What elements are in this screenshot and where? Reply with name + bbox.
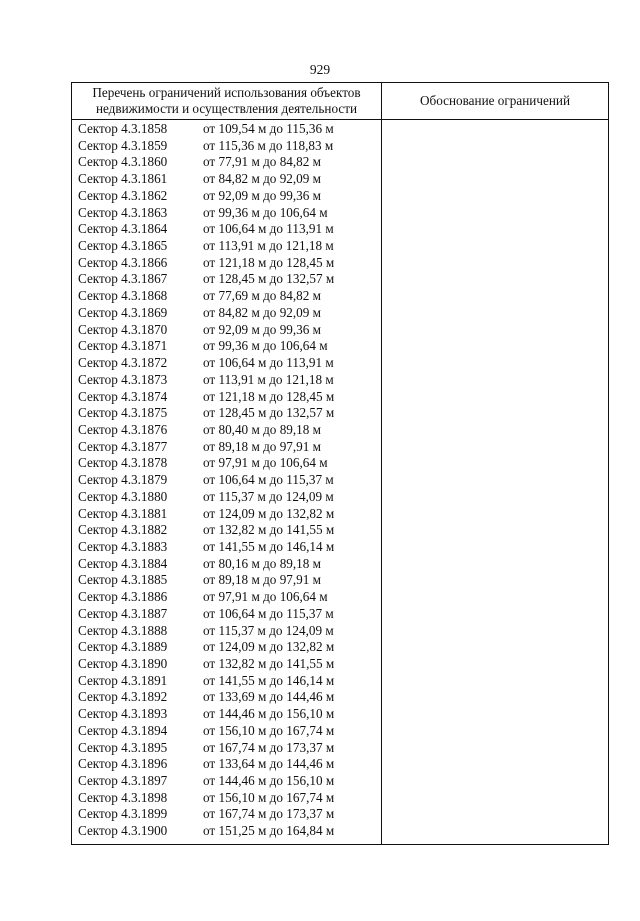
restrictions-table (71, 82, 609, 845)
distance-range: от 113,91 м до 121,18 м (203, 371, 334, 387)
table-row (72, 506, 381, 523)
sector-id: Сектор 4.3.1885 (78, 572, 168, 588)
table-row (72, 322, 381, 339)
distance-range: от 144,46 м до 156,10 м (203, 706, 335, 722)
sector-id: Сектор 4.3.1897 (78, 773, 168, 789)
header-col1-line1: Перечень ограничений использования объектов (92, 85, 361, 100)
distance-range: от 133,64 м до 144,46 м (203, 756, 335, 772)
sector-id: Сектор 4.3.1895 (78, 739, 168, 755)
distance-range: от 97,91 м до 106,64 м (203, 589, 328, 605)
table-row (72, 455, 381, 472)
table-row (72, 188, 381, 205)
sector-id: Сектор 4.3.1872 (78, 355, 168, 371)
table-row (72, 472, 381, 489)
table-row (72, 823, 381, 840)
distance-range: от 92,09 м до 99,36 м (203, 187, 322, 203)
sector-id: Сектор 4.3.1893 (78, 706, 168, 722)
sector-id: Сектор 4.3.1890 (78, 656, 168, 671)
table-row (72, 121, 381, 138)
sector-id: Сектор 4.3.1862 (78, 187, 168, 203)
table-row (72, 405, 381, 422)
table-row (72, 221, 381, 238)
table-row (72, 288, 381, 305)
distance-range: от 113,91 м до 121,18 м (203, 238, 334, 254)
distance-range: от 92,09 м до 99,36 м (203, 321, 322, 337)
sector-id: Сектор 4.3.1875 (78, 405, 168, 421)
sector-id: Сектор 4.3.1867 (78, 271, 168, 287)
sector-id: Сектор 4.3.1874 (78, 388, 168, 404)
sector-id: Сектор 4.3.1864 (78, 221, 168, 237)
distance-range: от 121,18 м до 128,45 м (203, 388, 335, 404)
distance-range: от 89,18 м до 97,91 м (203, 438, 322, 454)
distance-range: от 99,36 м до 106,64 м (203, 338, 328, 354)
sector-id: Сектор 4.3.1860 (78, 154, 168, 170)
distance-range: от 84,82 м до 92,09 м (203, 304, 322, 320)
table-row (72, 623, 381, 640)
table-row (72, 522, 381, 539)
sector-id: Сектор 4.3.1892 (78, 689, 168, 705)
sector-id: Сектор 4.3.1858 (78, 121, 168, 136)
sector-id: Сектор 4.3.1879 (78, 472, 168, 488)
distance-range: от 80,16 м до 89,18 м (203, 555, 322, 571)
distance-range: от 115,37 м до 124,09 м (203, 488, 334, 504)
distance-range: от 106,64 м до 115,37 м (203, 472, 334, 488)
table-row (72, 773, 381, 790)
justification-cell (382, 120, 609, 845)
distance-range: от 115,37 м до 124,09 м (203, 622, 334, 638)
distance-range: от 121,18 м до 128,45 м (203, 254, 335, 270)
distance-range: от 124,09 м до 132,82 м (203, 505, 335, 521)
distance-range: от 156,10 м до 167,74 м (203, 789, 335, 805)
sector-id: Сектор 4.3.1880 (78, 488, 168, 504)
distance-range: от 115,36 м до 118,83 м (203, 137, 334, 153)
sector-id: Сектор 4.3.1865 (78, 238, 168, 254)
distance-range: от 84,82 м до 92,09 м (203, 171, 322, 187)
distance-range: от 133,69 м до 144,46 м (203, 689, 335, 705)
table-body-row (72, 120, 609, 845)
page-number: 929 (309, 62, 331, 77)
distance-range: от 128,45 м до 132,57 м (203, 405, 335, 421)
table-row (72, 806, 381, 823)
distance-range: от 106,64 м до 113,91 м (203, 221, 334, 237)
sector-id: Сектор 4.3.1870 (78, 321, 168, 337)
distance-range: от 106,64 м до 113,91 м (203, 355, 334, 371)
table-header-row (72, 83, 609, 120)
distance-range: от 77,91 м до 84,82 м (203, 154, 322, 170)
table-row (72, 656, 381, 673)
sector-id: Сектор 4.3.1889 (78, 639, 168, 655)
header-justification: Обоснование ограничений (382, 83, 609, 120)
distance-range: от 80,40 м до 89,18 м (203, 421, 322, 437)
table-row (72, 606, 381, 623)
sector-id: Сектор 4.3.1878 (78, 455, 168, 471)
distance-range: от 132,82 м до 141,55 м (203, 656, 335, 671)
table-row (72, 255, 381, 272)
distance-range: от 109,54 м до 115,36 м (203, 121, 334, 136)
distance-range: от 132,82 м до 141,55 м (203, 522, 335, 538)
table-row (72, 489, 381, 506)
sector-id: Сектор 4.3.1873 (78, 371, 168, 387)
distance-range: от 99,36 м до 106,64 м (203, 204, 328, 220)
sector-id: Сектор 4.3.1866 (78, 254, 168, 270)
table-row (72, 238, 381, 255)
sector-id: Сектор 4.3.1898 (78, 789, 168, 805)
sector-id: Сектор 4.3.1896 (78, 756, 168, 772)
table-row (72, 790, 381, 807)
sector-id: Сектор 4.3.1876 (78, 421, 168, 437)
sector-id: Сектор 4.3.1900 (78, 823, 168, 839)
table-row (72, 673, 381, 690)
sector-id: Сектор 4.3.1861 (78, 171, 168, 187)
distance-range: от 124,09 м до 132,82 м (203, 639, 335, 655)
table-row (72, 338, 381, 355)
table-row (72, 372, 381, 389)
table-row (72, 439, 381, 456)
table-row (72, 539, 381, 556)
table-row (72, 305, 381, 322)
distance-range: от 89,18 м до 97,91 м (203, 572, 322, 588)
table-row (72, 389, 381, 406)
sector-id: Сектор 4.3.1877 (78, 438, 168, 454)
table-row (72, 355, 381, 372)
table-row (72, 271, 381, 288)
table-row (72, 723, 381, 740)
distance-range: от 128,45 м до 132,57 м (203, 271, 335, 287)
distance-range: от 77,69 м до 84,82 м (203, 288, 322, 304)
table-row (72, 556, 381, 573)
table-row (72, 706, 381, 723)
sector-id: Сектор 4.3.1868 (78, 288, 168, 304)
sector-id: Сектор 4.3.1886 (78, 589, 168, 605)
sector-id: Сектор 4.3.1899 (78, 806, 168, 822)
table-row (72, 589, 381, 606)
table-row (72, 689, 381, 706)
sector-id: Сектор 4.3.1894 (78, 722, 168, 738)
sector-id: Сектор 4.3.1869 (78, 304, 168, 320)
sector-id: Сектор 4.3.1881 (78, 505, 168, 521)
distance-range: от 141,55 м до 146,14 м (203, 672, 335, 688)
distance-range: от 141,55 м до 146,14 м (203, 538, 335, 554)
distance-range: от 106,64 м до 115,37 м (203, 605, 334, 621)
table-row (72, 639, 381, 656)
distance-range: от 167,74 м до 173,37 м (203, 739, 335, 755)
sector-id: Сектор 4.3.1859 (78, 137, 168, 153)
table-row (72, 154, 381, 171)
table-row (72, 138, 381, 155)
header-restrictions-list (72, 83, 382, 120)
sector-id: Сектор 4.3.1891 (78, 672, 168, 688)
distance-range: от 156,10 м до 167,74 м (203, 722, 335, 738)
table-row (72, 572, 381, 589)
table-row (72, 171, 381, 188)
sector-id: Сектор 4.3.1882 (78, 522, 168, 538)
sector-list-cell (72, 120, 382, 845)
sector-id: Сектор 4.3.1871 (78, 338, 168, 354)
sector-id: Сектор 4.3.1887 (78, 605, 168, 621)
sector-id: Сектор 4.3.1884 (78, 555, 168, 571)
sector-id: Сектор 4.3.1888 (78, 622, 168, 638)
header-col1-line2: недвижимости и осуществления деятельности (95, 101, 358, 116)
table-row (72, 205, 381, 222)
distance-range: от 167,74 м до 173,37 м (203, 806, 335, 822)
distance-range: от 144,46 м до 156,10 м (203, 773, 335, 789)
table-row (72, 756, 381, 773)
table-row (72, 422, 381, 439)
sector-id: Сектор 4.3.1863 (78, 204, 168, 220)
distance-range: от 151,25 м до 164,84 м (203, 823, 335, 839)
table-row (72, 740, 381, 757)
distance-range: от 97,91 м до 106,64 м (203, 455, 328, 471)
sector-id: Сектор 4.3.1883 (78, 538, 168, 554)
